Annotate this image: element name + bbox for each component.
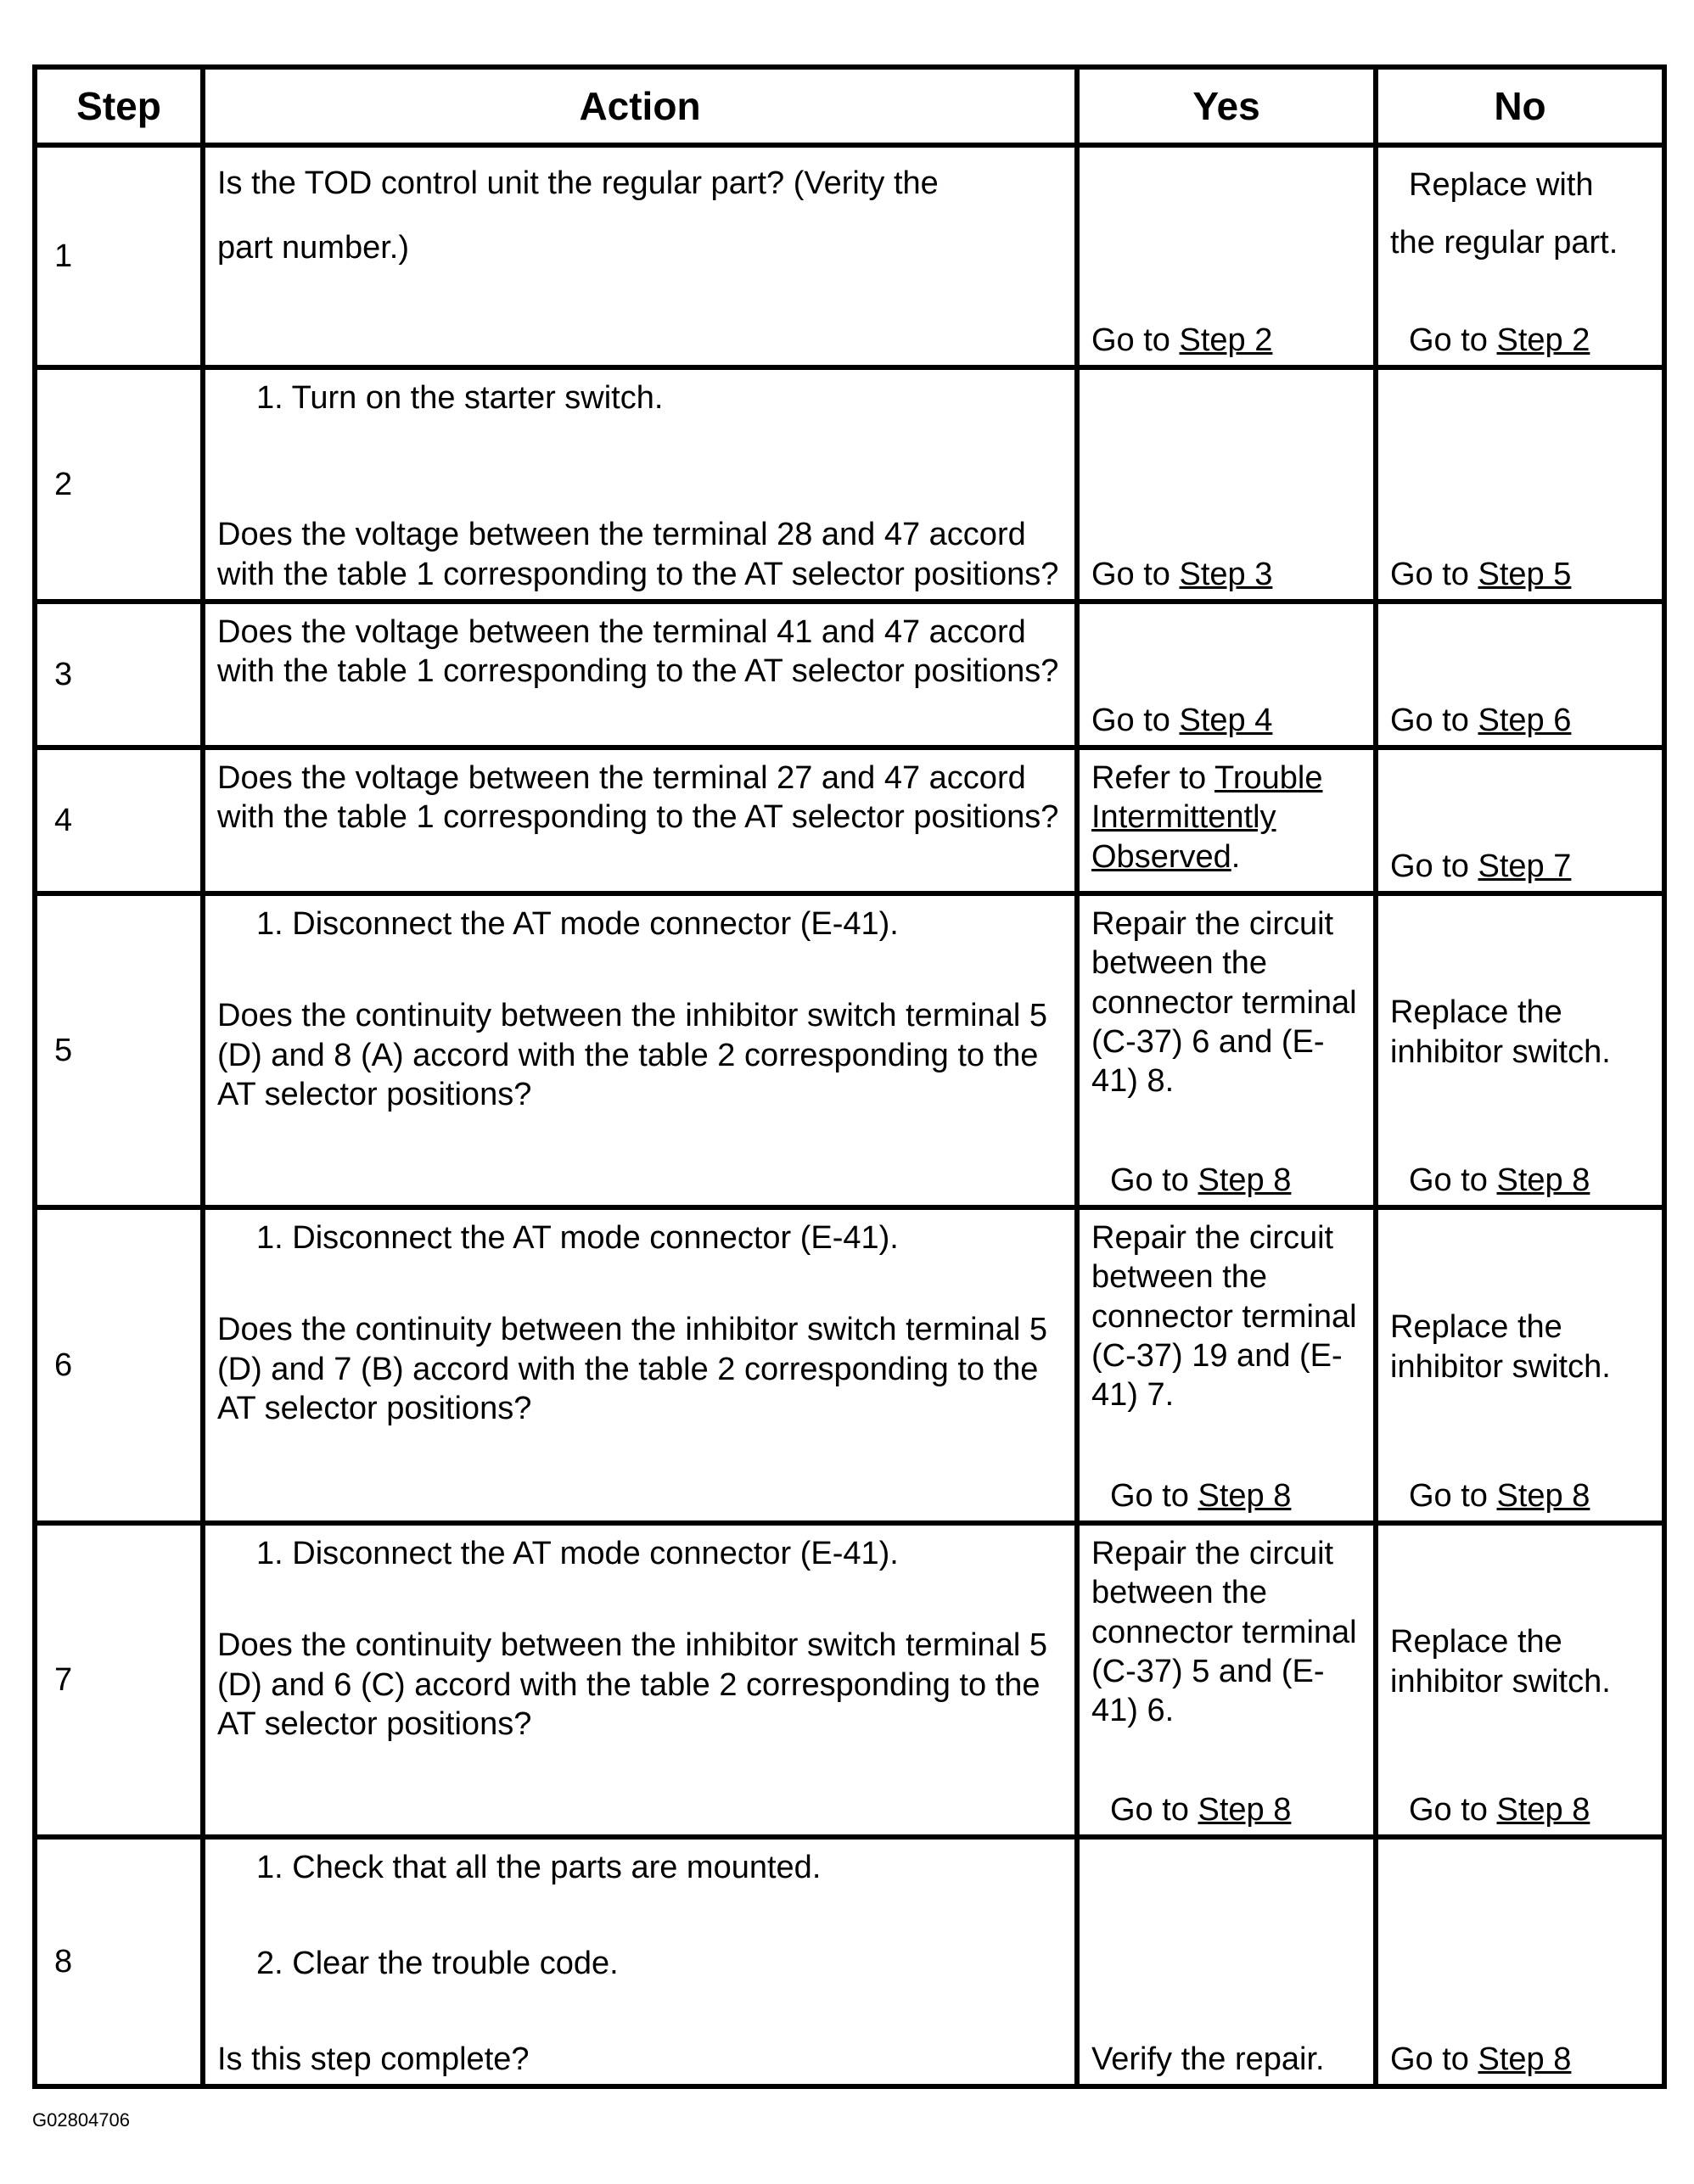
step-link[interactable]: Step 8 [1478, 2041, 1572, 2077]
yes-text: Refer to Trouble Intermittently Observed. [1091, 760, 1323, 875]
header-no: No [1376, 67, 1664, 145]
table-row [35, 893, 1664, 1207]
table-row [35, 145, 1664, 367]
step-link[interactable]: Step 3 [1179, 556, 1273, 592]
step-link[interactable]: Step 2 [1496, 322, 1590, 358]
yes-text: Repair the circuit between the connector terminal (C-37) 5 and (E-41) 6. [1091, 1536, 1357, 1729]
no-cell [1376, 1837, 1664, 2086]
yes-goto: Go to Step 8 [1110, 1791, 1292, 1828]
yes-cell [1077, 367, 1376, 602]
action-instruction: 1. Check that all the parts are mounted. [256, 1850, 822, 1885]
action-question: Is this step complete? [217, 2041, 530, 2077]
action-cell [203, 1837, 1077, 2086]
step-link[interactable]: Step 8 [1496, 1791, 1590, 1828]
header-action: Action [203, 67, 1077, 145]
action-instruction: 1. Disconnect the AT mode connector (E-41). [256, 1220, 899, 1256]
no-text: Replace the inhibitor switch. [1390, 1624, 1611, 1700]
action-question: Does the voltage between the terminal 27 and 47 accord with the table 1 corresponding to the AT selector positions? [217, 760, 1059, 836]
action-cell [203, 1207, 1077, 1523]
step-number: 3 [35, 602, 203, 748]
trouble-intermittently-observed-link[interactable]: Trouble Intermittently Observed [1091, 760, 1323, 875]
yes-cell [1077, 1523, 1376, 1837]
yes-text: Repair the circuit between the connector terminal (C-37) 19 and (E-41) 7. [1091, 1220, 1357, 1414]
action-instruction: 1. Turn on the starter switch. [256, 380, 664, 416]
action-instruction: 1. Disconnect the AT mode connector (E-41). [256, 1536, 899, 1571]
no-goto: Go to Step 8 [1409, 1477, 1590, 1514]
yes-cell [1077, 1837, 1376, 2086]
no-cell [1376, 145, 1664, 367]
yes-cell [1077, 145, 1376, 367]
step-number: 2 [35, 367, 203, 602]
no-goto: Go to Step 6 [1390, 702, 1572, 738]
step-link[interactable]: Step 8 [1496, 1477, 1590, 1514]
table-row [35, 1207, 1664, 1523]
figure-code: G02804706 [32, 2109, 130, 2131]
no-cell [1376, 602, 1664, 748]
no-goto: Go to Step 2 [1409, 322, 1590, 358]
header-step: Step [35, 67, 203, 145]
action-question: Is the TOD control unit the regular part? (Verity the [217, 165, 939, 201]
no-goto: Go to Step 8 [1390, 2041, 1572, 2077]
step-link[interactable]: Step 8 [1198, 1477, 1292, 1514]
no-goto: Go to Step 8 [1409, 1162, 1590, 1198]
step-number: 7 [35, 1523, 203, 1837]
action-cell [203, 602, 1077, 748]
action-question-cont: part number.) [217, 230, 409, 266]
action-instruction: 1. Disconnect the AT mode connector (E-41). [256, 906, 899, 942]
table-row [35, 367, 1664, 602]
action-question: Does the voltage between the terminal 28 and 47 accord with the table 1 corresponding to the AT selector positions? [217, 517, 1059, 592]
yes-goto: Go to Step 8 [1110, 1162, 1292, 1198]
no-goto: Go to Step 7 [1390, 848, 1572, 884]
no-cell [1376, 367, 1664, 602]
yes-cell [1077, 748, 1376, 893]
table-row [35, 748, 1664, 893]
step-number: 6 [35, 1207, 203, 1523]
action-instruction: 2. Clear the trouble code. [256, 1945, 619, 1981]
step-number: 4 [35, 748, 203, 893]
no-goto: Go to Step 8 [1409, 1791, 1590, 1828]
yes-cell [1077, 893, 1376, 1207]
action-question: Does the continuity between the inhibitor switch terminal 5 (D) and 8 (A) accord with the table 2 corresponding to the AT selector positions? [217, 998, 1047, 1113]
action-cell [203, 748, 1077, 893]
step-number: 5 [35, 893, 203, 1207]
action-question: Does the continuity between the inhibitor switch terminal 5 (D) and 7 (B) accord with the table 2 corresponding to the AT selector positions? [217, 1312, 1047, 1427]
no-cell [1376, 893, 1664, 1207]
yes-goto: Go to Step 2 [1091, 322, 1273, 358]
yes-goto: Go to Step 3 [1091, 556, 1273, 592]
action-question: Does the continuity between the inhibitor switch terminal 5 (D) and 6 (C) accord with the table 2 corresponding to the AT selector positions? [217, 1627, 1047, 1743]
no-cell [1376, 748, 1664, 893]
step-number: 8 [35, 1837, 203, 2086]
no-text: Replace the inhibitor switch. [1390, 1309, 1611, 1385]
yes-cell [1077, 1207, 1376, 1523]
table-row [35, 602, 1664, 748]
table-row [35, 1523, 1664, 1837]
yes-goto: Go to Step 8 [1110, 1477, 1292, 1514]
step-link[interactable]: Step 5 [1478, 556, 1572, 592]
yes-text: Verify the repair. [1091, 2041, 1325, 2077]
no-cell [1376, 1523, 1664, 1837]
step-link[interactable]: Step 8 [1198, 1791, 1292, 1828]
step-link[interactable]: Step 2 [1179, 322, 1273, 358]
yes-text: Repair the circuit between the connector terminal (C-37) 6 and (E-41) 8. [1091, 906, 1357, 1100]
action-cell [203, 893, 1077, 1207]
step-link[interactable]: Step 4 [1179, 702, 1273, 738]
step-link[interactable]: Step 6 [1478, 702, 1572, 738]
diagnostic-table [32, 64, 1667, 2089]
no-cell [1376, 1207, 1664, 1523]
step-link[interactable]: Step 7 [1478, 848, 1572, 884]
action-cell [203, 145, 1077, 367]
yes-goto: Go to Step 4 [1091, 702, 1273, 738]
no-text: Replace with the regular part. [1390, 167, 1618, 261]
header-yes: Yes [1077, 67, 1376, 145]
action-cell [203, 367, 1077, 602]
no-goto: Go to Step 5 [1390, 556, 1572, 592]
header-row [35, 67, 1664, 145]
step-number: 1 [35, 145, 203, 367]
step-link[interactable]: Step 8 [1198, 1162, 1292, 1198]
table-row [35, 1837, 1664, 2086]
step-link[interactable]: Step 8 [1496, 1162, 1590, 1198]
action-question: Does the voltage between the terminal 41 and 47 accord with the table 1 corresponding to the AT selector positions? [217, 614, 1059, 690]
no-text: Replace the inhibitor switch. [1390, 994, 1611, 1070]
action-cell [203, 1523, 1077, 1837]
yes-cell [1077, 602, 1376, 748]
